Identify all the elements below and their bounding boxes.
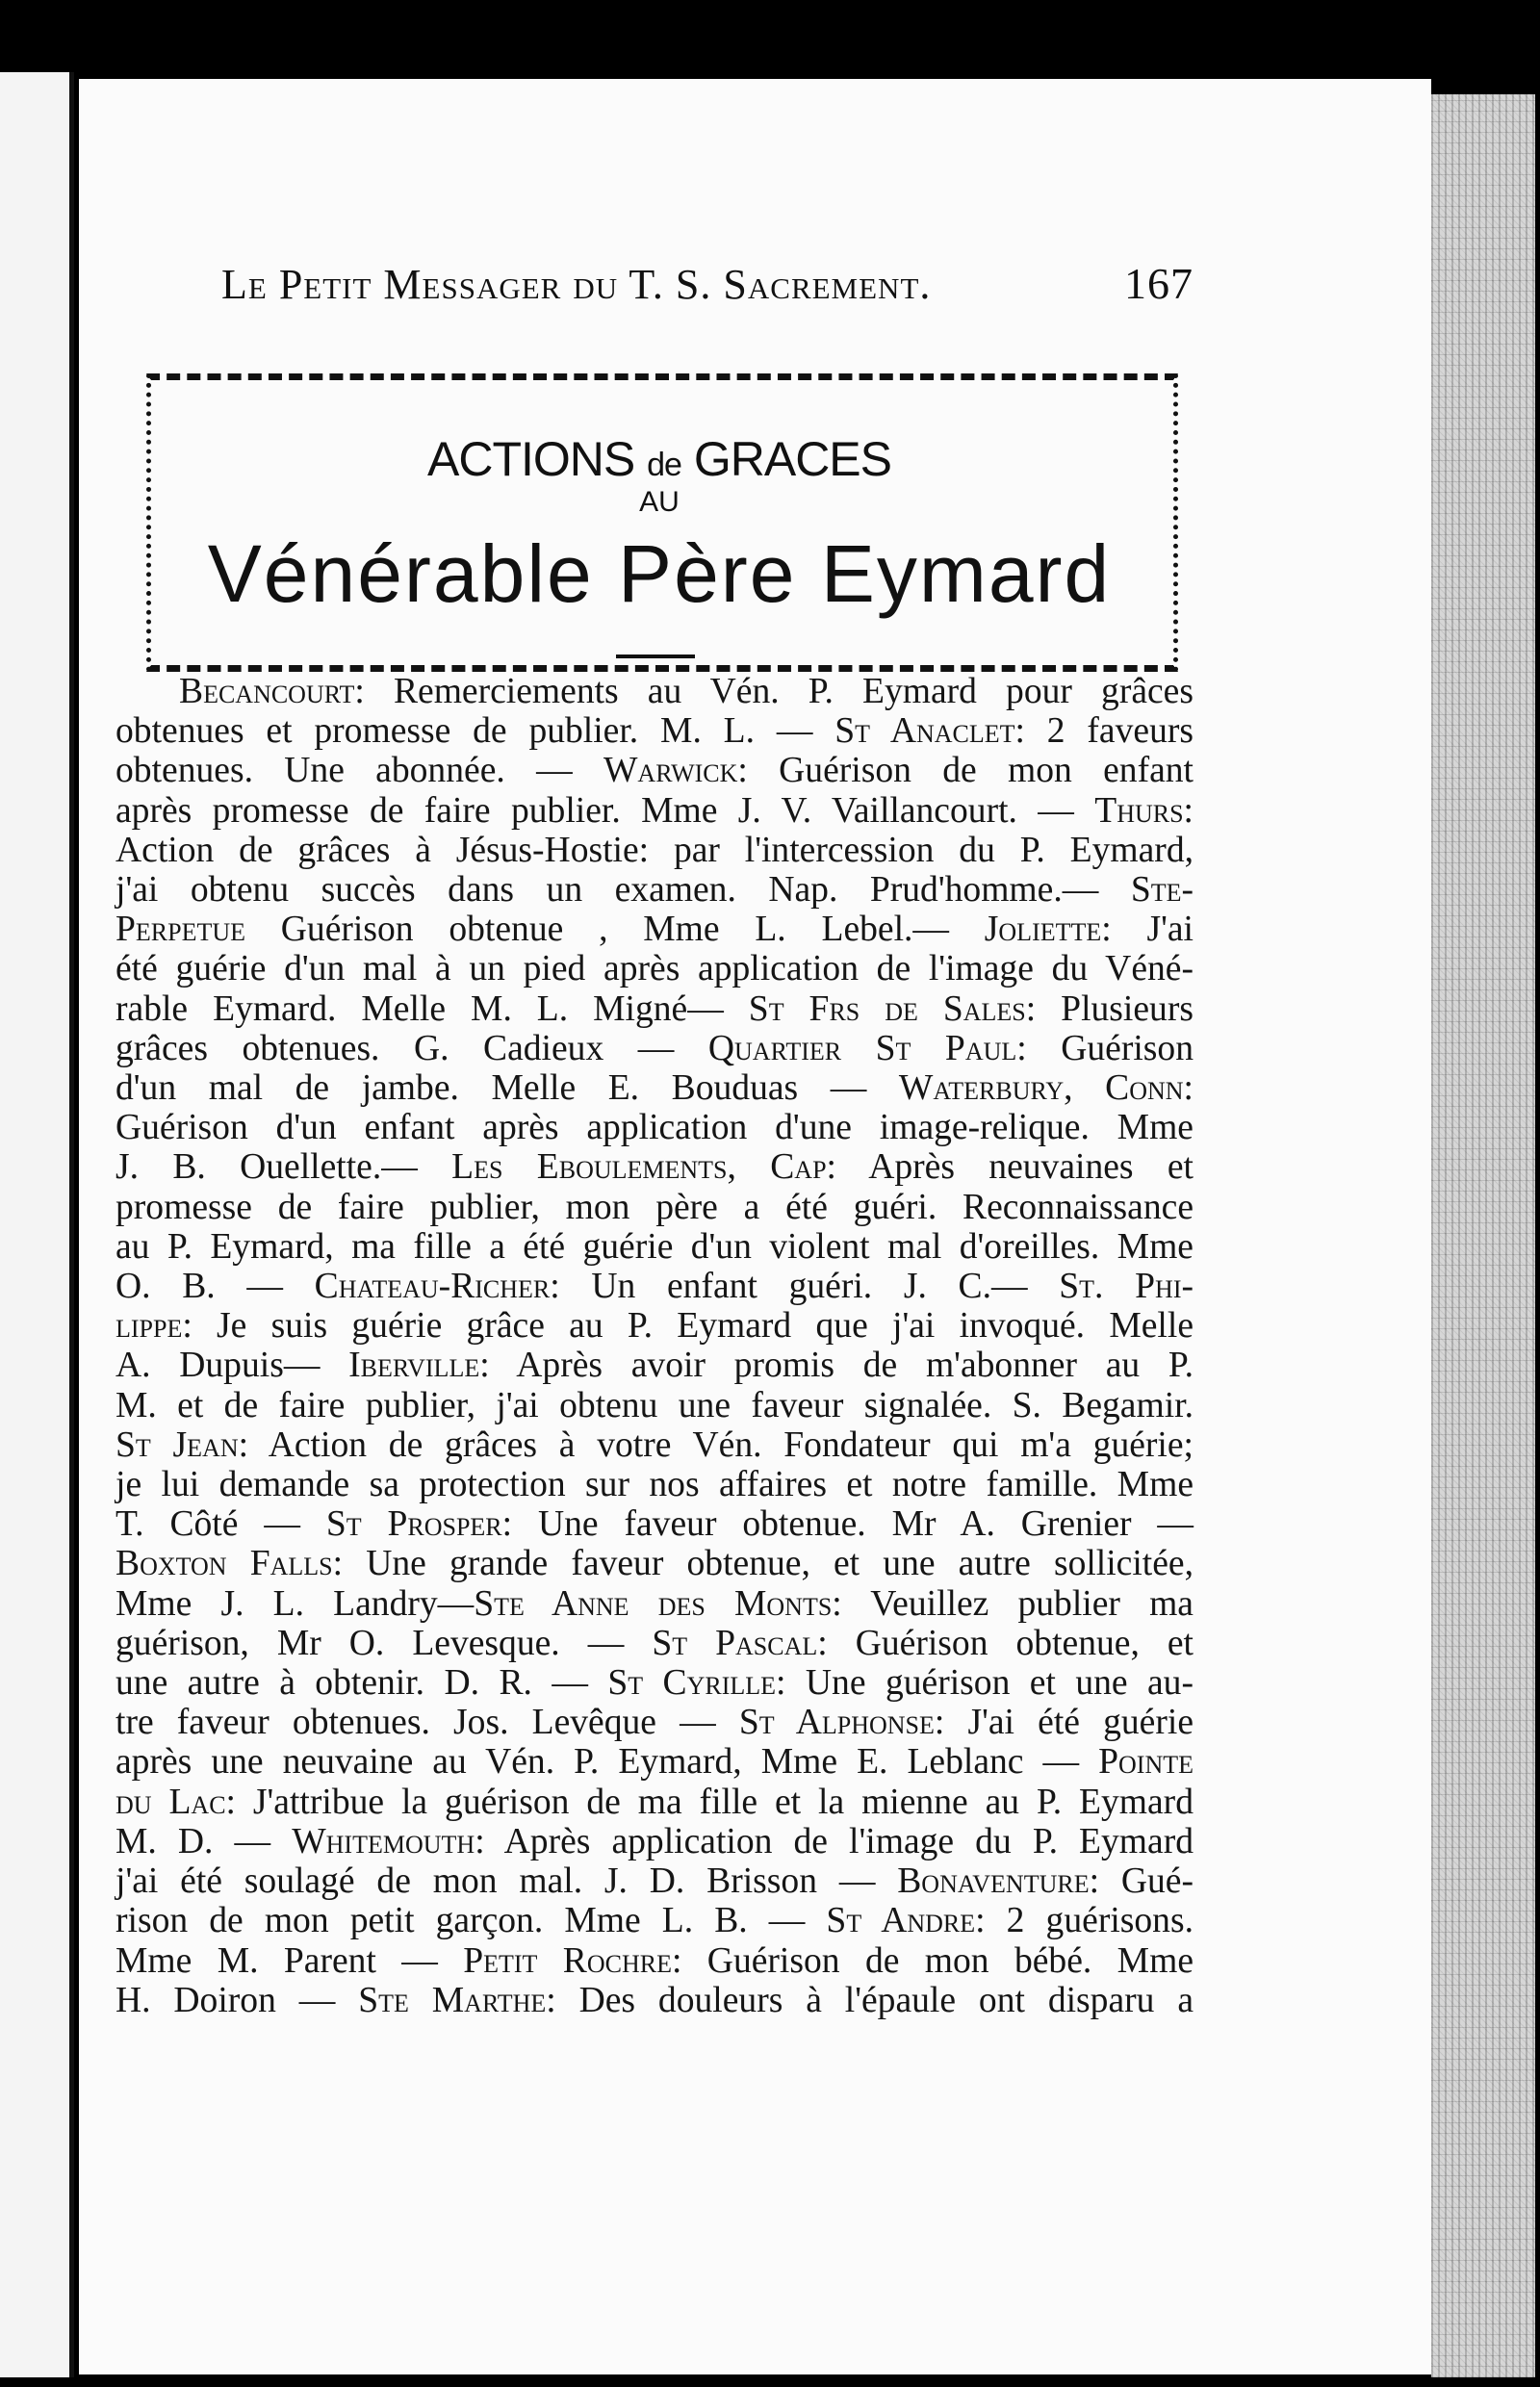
text-line	[116, 1624, 1194, 1663]
text-run: rable Eymard. Melle M. L. Migné—	[116, 988, 749, 1029]
text-run: : Remerciements au Vén. P. Eymard pour grâces	[354, 672, 1194, 711]
text-line	[116, 1901, 1194, 1940]
heading-part2: GRACES	[680, 432, 892, 486]
text-run: je lui demande sa protection sur nos affaires et notre famille. Mme	[116, 1465, 1194, 1505]
text-run: H. Doiron —	[116, 1980, 359, 2020]
text-run: :	[1183, 790, 1194, 831]
place-name: St Cyrille	[607, 1663, 777, 1704]
text-run: : Après avoir promis de m'abonner au P.	[479, 1346, 1194, 1386]
text-run: : Une grande faveur obtenue, et une autre sollicitée,	[332, 1544, 1194, 1584]
text-run: obtenues. Une abonnée. —	[116, 751, 603, 791]
text-line	[116, 751, 1194, 790]
place-name: Waterbury, Conn	[898, 1068, 1184, 1109]
text-run: : Je suis guérie grâce au P. Eymard que j'ai invoqué. Melle	[182, 1306, 1194, 1347]
text-line	[116, 1227, 1194, 1267]
previous-page-edge	[0, 72, 74, 2377]
text-line	[116, 910, 1194, 949]
text-run: : Plusieurs	[1025, 988, 1194, 1029]
text-run: j'ai obtenu succès dans un examen. Nap. Prud'homme.—	[116, 870, 1131, 911]
running-title: Le Petit Messager du T. S. Sacrement.	[221, 261, 932, 308]
place-name: Les Eboulements, Cap	[451, 1147, 827, 1188]
text-line	[116, 1108, 1194, 1147]
text-run: obtenues et promesse de publier. M. L. —	[116, 711, 835, 752]
place-name: Joliette	[984, 910, 1102, 950]
place-name: Ste Marthe	[358, 1980, 547, 2020]
place-name: Becancourt	[179, 672, 355, 711]
heading-actions-de-graces	[146, 431, 1172, 487]
text-line	[116, 1465, 1194, 1504]
text-run: : Guérison de mon enfant	[737, 751, 1194, 791]
text-line	[116, 711, 1194, 751]
running-head	[221, 258, 1194, 309]
text-run: : Guérison obtenue, et	[817, 1623, 1194, 1663]
text-run: été guérie d'un mal à un pied après application de l'image du Véné-	[116, 949, 1194, 989]
text-run: : J'attribue la guérison de ma fille et la mienne au P. Eymard	[225, 1782, 1194, 1822]
text-line	[116, 1941, 1194, 1981]
heading-rule	[616, 654, 695, 658]
text-line	[116, 1346, 1194, 1385]
text-run: : Veuillez publier ma	[832, 1583, 1194, 1624]
place-name: Iberville	[348, 1346, 480, 1386]
place-name: Bonaventure	[897, 1861, 1090, 1902]
place-name: St. Phi-	[1059, 1267, 1194, 1307]
place-name: St Frs de Sales	[748, 988, 1026, 1029]
text-run: au P. Eymard, ma fille a été guérie d'un violent mal d'oreilles. Mme	[116, 1226, 1194, 1267]
place-name: St Jean	[116, 1424, 239, 1465]
book-page-edges	[1431, 94, 1535, 2377]
text-line	[116, 1029, 1194, 1068]
text-run: après une neuvaine au Vén. P. Eymard, Mme E. Leblanc —	[116, 1742, 1099, 1783]
text-line	[116, 1068, 1194, 1108]
text-run: M. D. —	[116, 1821, 293, 1861]
text-line	[116, 1544, 1194, 1583]
text-line	[116, 1386, 1194, 1425]
text-line	[116, 1504, 1194, 1544]
text-run: J. B. Ouellette.—	[116, 1147, 452, 1188]
place-name: Ste-	[1130, 870, 1194, 911]
text-run: : Après neuvaines et	[826, 1147, 1194, 1188]
text-line	[116, 831, 1194, 870]
text-line	[116, 949, 1194, 988]
text-line	[116, 989, 1194, 1029]
heading-de: de	[647, 447, 681, 483]
body-text	[116, 672, 1194, 2020]
place-name: Chateau-Richer	[314, 1267, 551, 1307]
text-run: : Guérison de mon bébé. Mme	[671, 1940, 1194, 1981]
text-run: après promesse de faire publier. Mme J. V. Vaillancourt. —	[116, 790, 1095, 831]
text-run: : Après application de l'image du P. Eymard	[475, 1821, 1194, 1861]
text-run: O. B. —	[116, 1267, 315, 1307]
text-run: guérison, Mr O. Levesque. —	[116, 1623, 653, 1663]
text-run: : J'ai	[1101, 910, 1194, 950]
text-run: T. Côté —	[116, 1504, 326, 1545]
heading-venerable-pere-eymard: Vénérable Père Eymard	[207, 528, 1112, 619]
place-name: Petit Rochre	[463, 1940, 672, 1981]
heading-au: AU	[639, 486, 680, 518]
text-run: Action de grâces à Jésus-Hostie: par l'intercession du P. Eymard,	[116, 830, 1194, 870]
text-line	[116, 791, 1194, 831]
place-name: St Prosper	[325, 1504, 502, 1545]
text-run: : Action de grâces à votre Vén. Fondateur qui m'a guérie;	[238, 1424, 1194, 1465]
text-run: promesse de faire publier, mon père a été guéri. Reconnaissance	[116, 1187, 1194, 1227]
text-run: Guérison obtenue , Mme L. Lebel.—	[245, 910, 985, 950]
text-run: A. Dupuis—	[116, 1346, 349, 1386]
place-name: Whitemouth	[292, 1821, 475, 1861]
place-name: St Anaclet	[834, 711, 1015, 752]
heading-ornamental-frame	[146, 373, 1178, 672]
text-line	[116, 1742, 1194, 1782]
text-run: j'ai été soulagé de mon mal. J. D. Brisson —	[116, 1861, 898, 1902]
text-run: :	[1183, 1068, 1194, 1109]
text-run: : Guérison	[1016, 1028, 1194, 1068]
place-name: Perpetue	[116, 910, 246, 950]
text-run: d'un mal de jambe. Melle E. Bouduas —	[116, 1068, 899, 1109]
text-run: Mme J. L. Landry—	[116, 1583, 475, 1624]
text-run: : Gué-	[1089, 1861, 1194, 1902]
text-run: une autre à obtenir. D. R. —	[116, 1663, 608, 1704]
text-run: M. et de faire publier, j'ai obtenu une faveur signalée. S. Begamir.	[116, 1385, 1194, 1425]
text-run: : Une guérison et une au-	[776, 1663, 1194, 1704]
place-name: du Lac	[116, 1782, 226, 1822]
text-line	[116, 1425, 1194, 1465]
text-run: rison de mon petit garçon. Mme L. B. —	[116, 1901, 827, 1941]
text-line	[116, 1306, 1194, 1346]
place-name: St Pascal	[652, 1623, 818, 1663]
text-line	[116, 1822, 1194, 1861]
place-name: Thurs	[1094, 790, 1184, 831]
text-line	[116, 1584, 1194, 1624]
text-line	[116, 1861, 1194, 1901]
place-name: Quartier St Paul	[707, 1028, 1017, 1068]
text-run: : Une faveur obtenue. Mr A. Grenier —	[501, 1504, 1194, 1545]
place-name: St Alphonse	[738, 1703, 935, 1743]
text-run: Mme M. Parent —	[116, 1940, 464, 1981]
place-name: Pointe	[1098, 1742, 1194, 1783]
text-line	[116, 1981, 1194, 2020]
place-name: Warwick	[603, 751, 738, 791]
heading-part1: ACTIONS	[426, 432, 648, 486]
text-run: : 2 faveurs	[1014, 711, 1194, 752]
text-run: : J'ai été guérie	[934, 1703, 1194, 1743]
place-name: lippe	[116, 1306, 183, 1347]
text-run: : 2 guérisons.	[975, 1901, 1194, 1941]
text-line	[116, 1703, 1194, 1742]
text-run: : Un enfant guéri. J. C.—	[550, 1267, 1060, 1307]
place-name: Boxton Falls	[116, 1544, 333, 1584]
place-name: Ste Anne des Monts	[474, 1583, 833, 1624]
text-run: tre faveur obtenues. Jos. Levêque —	[116, 1703, 739, 1743]
text-line	[116, 1783, 1194, 1822]
page-number: 167	[1124, 259, 1194, 308]
text-line	[116, 1267, 1194, 1306]
text-line	[116, 1663, 1194, 1703]
place-name: St Andre	[826, 1901, 976, 1941]
text-line	[116, 1147, 1194, 1187]
text-run: Guérison d'un enfant après application d'une image-relique. Mme	[116, 1108, 1194, 1148]
text-line	[116, 672, 1194, 711]
text-line	[116, 870, 1194, 910]
text-run: grâces obtenues. G. Cadieux —	[116, 1028, 708, 1068]
text-run: : Des douleurs à l'épaule ont disparu a	[546, 1980, 1194, 2020]
text-line	[116, 1188, 1194, 1227]
